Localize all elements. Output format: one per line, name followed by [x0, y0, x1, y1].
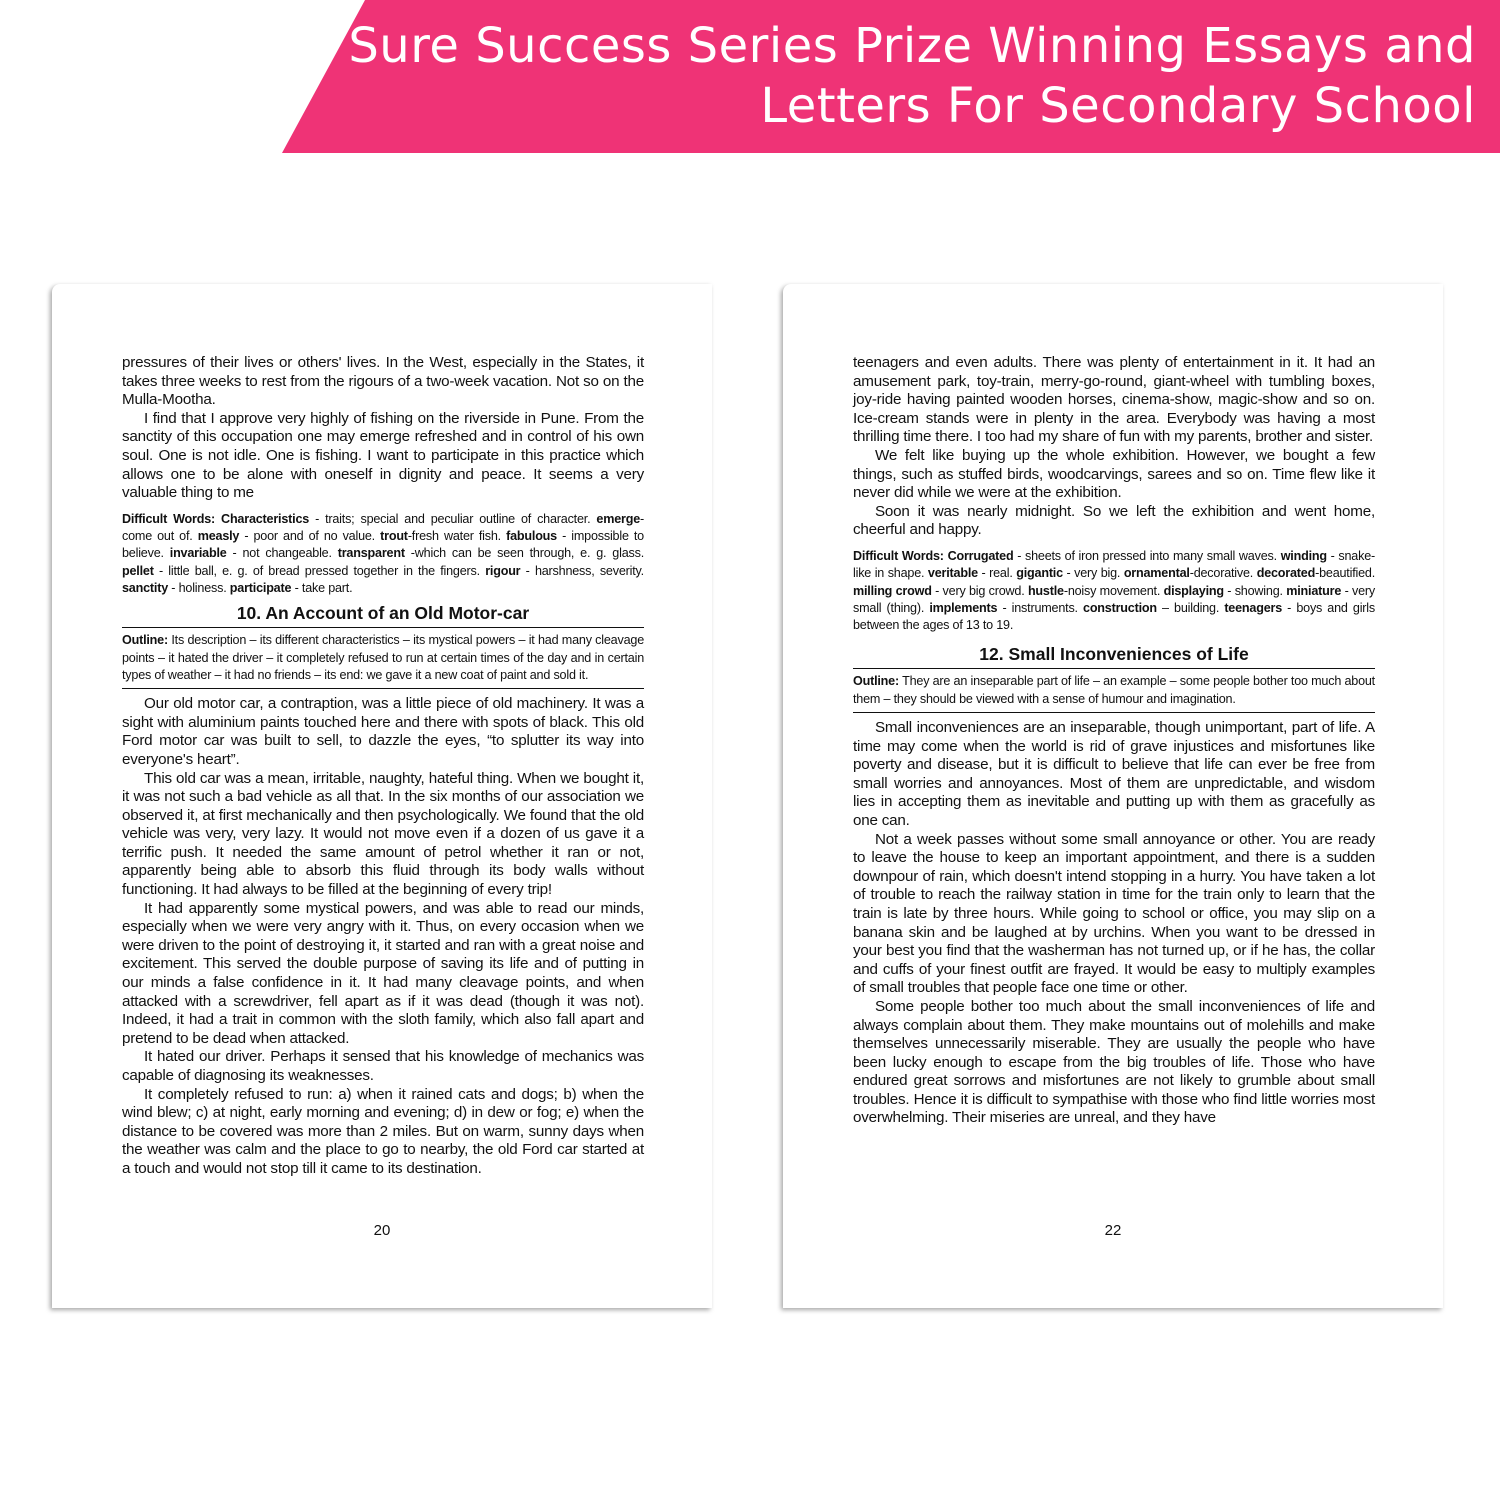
page-number: 22 — [1104, 1222, 1122, 1239]
word-meaning: - harshness, severity. — [520, 563, 644, 578]
paragraph: It had apparently some mystical powers, and was able to read our minds, especially when we were very angry with it. Thus, on every occasion when we were driven to the point of destroying it, it started and ran with a great noise and excitement. This served the double purpose of saving its life and of putting in our minds a false confidence in it. It had many cleavage points, and when attacked with a screwdriver, fell apart as if it was dead (though it was not). Indeed, it had a trait in common with the sloth family, which also fall apart and pretend to be dead when attacked. — [122, 899, 644, 1047]
banner-title — [326, 16, 1476, 136]
essay-title: 12. Small Inconveniences of Life — [979, 644, 1249, 665]
word-meaning: - impossible to believe. — [122, 529, 644, 561]
difficult-word: emerge — [596, 511, 640, 526]
difficult-word: milling crowd — [853, 583, 932, 598]
banner-title-line-2: Letters For Secondary School — [760, 78, 1476, 134]
paragraph: Small inconveniences are an inseparable, though unimportant, part of life. A time may come when the world is rid of grave injustices and misfortunes like poverty and disease, but it is difficult to believe that life can ever be free from small worries and annoyances. Most of them are unpredictable, and wisdom lies in accepting them as inevitable and putting up with them as gracefully as one can. — [853, 719, 1375, 829]
paragraph: We felt like buying up the whole exhibition. However, we bought a few things, such as stuffed birds, woodcarvings, sarees and so on. Time flew like it never did while we were at the exhibition. — [853, 446, 1375, 502]
difficult-word: Characteristics — [221, 511, 310, 526]
word-meaning: -noisy movement. — [1063, 583, 1164, 598]
difficult-word: Corrugated — [947, 548, 1014, 563]
title-banner — [0, 0, 1500, 153]
page-number: 20 — [373, 1222, 391, 1239]
word-meaning: - holiness. — [168, 580, 230, 595]
difficult-word: hustle — [1027, 583, 1064, 598]
left-page — [52, 284, 712, 1308]
difficult-word: invariable — [169, 546, 227, 561]
word-meaning: - not changeable. — [226, 546, 338, 561]
paragraph: It hated our driver. Perhaps it sensed that his knowledge of mechanics was capable of diagnosing its weaknesses. — [122, 1048, 644, 1084]
word-meaning: -decorative. — [1189, 566, 1257, 581]
banner-title-line-1: Sure Success Series Prize Winning Essays and — [348, 18, 1476, 74]
essay-title: 10. An Account of an Old Motor-car — [236, 603, 530, 624]
right-page — [783, 284, 1443, 1308]
essay-outline — [122, 632, 644, 684]
word-meaning: - take part. — [291, 580, 353, 595]
paragraph: Our old motor car, a contraption, was a little piece of old machinery. It was a sight with aluminium paints touched here and there with spots of black. This old Ford motor car was built to sell, to dazzle the eyes, “to splutter its way into everyone's heart”. — [122, 695, 644, 768]
paragraph: Some people bother too much about the small inconveniences of life and always complain about them. They make mountains out of molehills and make themselves unnecessarily miserable. They are usually the people who have been lucky enough to escape from the big troubles of life. Those who have endured great sorrows and misfortunes are not likely to grumble about small troubles. Hence it is difficult to sympathise with those who find little worries most overwhelming. Their miseries are unreal, and they have — [853, 997, 1375, 1127]
difficult-word: gigantic — [1016, 566, 1063, 581]
paragraph: This old car was a mean, irritable, naughty, hateful thing. When we bought it, it was not such a bad vehicle as all that. In the six months of our association we observed it, at first mechanically and then psychologically. We found that the old vehicle was very, very lazy. It would not move even if a dozen of us gave it a terrific push. It needed the same amount of petrol whether it ran or not, apparently being able to absorb this fluid through its body walls without functioning. It had always to be filled at the beginning of every trip! — [122, 769, 644, 899]
difficult-word: miniature — [1286, 583, 1342, 598]
word-meaning: - sheets of iron pressed into many small waves. — [1013, 548, 1281, 563]
difficult-word: measly — [197, 529, 240, 544]
word-meaning: - very small (thing). — [853, 583, 1375, 615]
word-meaning: - traits; special and peculiar outline of character. — [309, 511, 597, 526]
word-meaning: - real. — [977, 566, 1017, 581]
word-meaning: - showing. — [1223, 583, 1287, 598]
word-meaning: - very big. — [1062, 566, 1124, 581]
difficult-word: sanctity — [122, 580, 168, 595]
difficult-word: ornamental — [1123, 566, 1190, 581]
difficult-word: trout — [380, 529, 408, 544]
difficult-words-label: Difficult Words: — [853, 548, 944, 563]
difficult-word: fabulous — [506, 529, 557, 544]
essay-outline — [853, 673, 1375, 708]
paragraph: Soon it was nearly midnight. So we left the exhibition and went home, cheerful and happy. — [853, 502, 1375, 539]
divider — [122, 627, 644, 628]
difficult-words — [853, 548, 1375, 634]
word-meaning: - poor and of no value. — [239, 529, 381, 544]
word-meaning: -fresh water fish. — [407, 529, 507, 544]
divider — [853, 668, 1375, 669]
outline-text: Its description – its different characteristics – its mystical powers – it had many cleavage points – it hated the driver – it completely refused to run at certain times of the day and in certain types of weather – it had no friends – its end: we gave it a new coat of paint and sold it. — [122, 633, 644, 682]
word-meaning: -beautified. — [1315, 566, 1376, 581]
difficult-word: implements — [929, 600, 998, 615]
difficult-word: transparent — [337, 546, 405, 561]
difficult-words-label: Difficult Words: — [122, 511, 216, 526]
divider — [853, 712, 1375, 713]
difficult-word: displaying — [1163, 583, 1224, 598]
difficult-word: winding — [1280, 548, 1327, 563]
left-page-content — [122, 354, 644, 1179]
word-meaning: -which can be seen through, e. g. glass. — [404, 546, 644, 561]
word-meaning: - instruments. — [997, 600, 1084, 615]
difficult-words — [122, 511, 644, 597]
difficult-word: rigour — [485, 563, 521, 578]
paragraph: Not a week passes without some small annoyance or other. You are ready to leave the house to keep an important appointment, and there is a sudden downpour of rain, which doesn't intend stopping in a hurry. You have taken a lot of trouble to reach the railway station in time for the train only to learn that the train is late by three hours. While going to school or office, you may slip on a banana skin and be laughed at by urchins. When you want to be dressed in your best you find that the washerman has not turned up, or if he has, the collar and cuffs of your finest outfit are frayed. It would be easy to multiply examples of small troubles that people face one time or other. — [853, 830, 1375, 997]
difficult-word: participate — [229, 580, 292, 595]
difficult-word: teenagers — [1224, 600, 1283, 615]
word-meaning: – building. — [1156, 600, 1225, 615]
difficult-word: veritable — [927, 566, 978, 581]
difficult-word: decorated — [1256, 566, 1316, 581]
word-meaning: - snake-like in shape. — [853, 548, 1375, 581]
word-meaning: - boys and girls between the ages of 13 to 19. — [853, 600, 1375, 633]
difficult-word: pellet — [122, 563, 154, 578]
word-meaning: -come out of. — [122, 511, 644, 544]
paragraph: I find that I approve very highly of fishing on the riverside in Pune. From the sanctity of this occupation one may emerge refreshed and in control of his own soul. One is not idle. One is fishing. I want to participate in this practice which allows one to be alone with oneself in dignity and peace. It seems a very valuable thing to me — [122, 409, 644, 502]
outline-text: They are an inseparable part of life – an example – some people bother too much about them – they should be viewed with a sense of humour and imagination. — [853, 674, 1375, 706]
difficult-word: construction — [1083, 600, 1157, 615]
paragraph: It completely refused to run: a) when it rained cats and dogs; b) when the wind blew; c) at night, early morning and evening; d) in dew or fog; e) when the distance to be covered was more than 2 miles. But on warm, sunny days when the weather was calm and the place to go to nearby, the old Ford car started at a touch and would not stop till it came to its destination. — [122, 1085, 644, 1177]
outline-label: Outline: — [853, 674, 899, 689]
word-meaning: - very big crowd. — [931, 583, 1028, 598]
divider — [122, 688, 644, 689]
paragraph: teenagers and even adults. There was plenty of entertainment in it. It had an amusement park, toy-train, merry-go-round, giant-wheel with tumbling boxes, joy-ride having painted wooden horses, cinema-show, magic-show and so on. Ice-cream stands were in plenty in the area. Everybody was having a most thrilling time there. I too had my share of fun with my parents, brother and sister. — [853, 354, 1375, 446]
paragraph: pressures of their lives or others' lives. In the West, especially in the States, it takes three weeks to rest from the rigours of a two-week vacation. Not so on the Mulla-Mootha. — [122, 354, 644, 409]
outline-label: Outline: — [122, 633, 168, 648]
word-meaning: - little ball, e. g. of bread pressed together in the fingers. — [153, 563, 486, 578]
right-page-content — [853, 354, 1375, 1128]
